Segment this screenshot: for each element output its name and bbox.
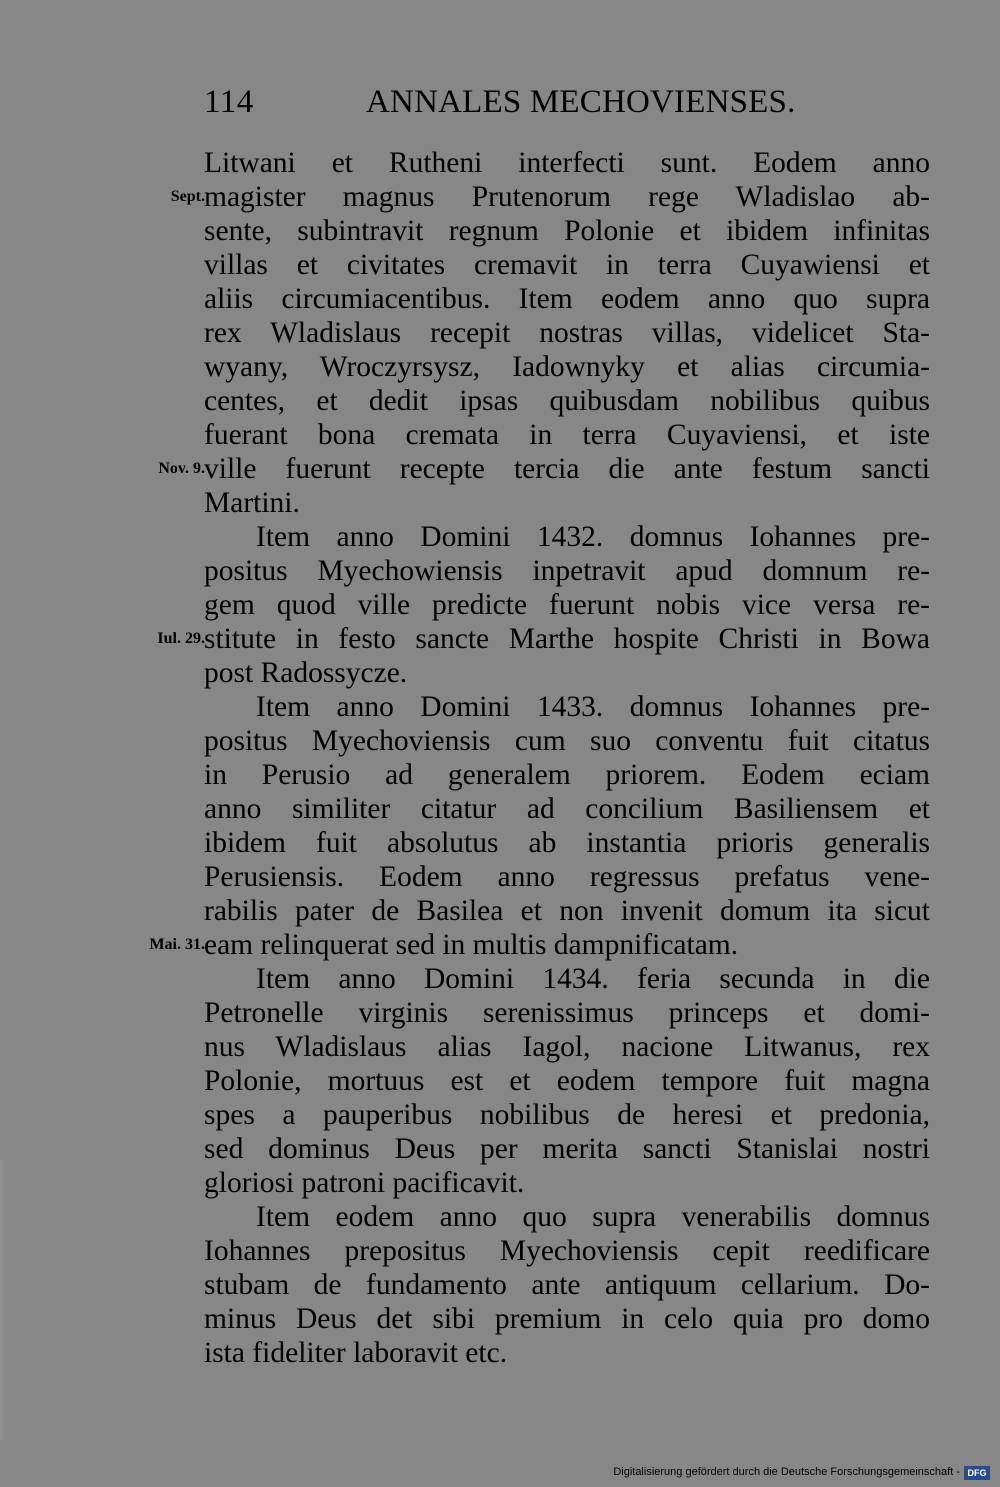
- margin-date-note: Iul. 29.: [157, 630, 205, 647]
- text-line: sente, subintravit regnum Polonie et ibidem infinitas: [204, 215, 930, 247]
- text-line: positus Myechoviensis cum suo conventu fuit citatus: [204, 725, 930, 757]
- text-line: aliis circumiacentibus. Item eodem anno quo supra: [204, 283, 930, 315]
- text-line: villas et civitates cremavit in terra Cuyawiensi et: [204, 249, 930, 281]
- text-line: rabilis pater de Basilea et non invenit domum ita sicut: [204, 895, 930, 927]
- margin-date-note: Nov. 9.: [158, 460, 205, 477]
- margin-date-note: Mai. 31.: [149, 936, 205, 953]
- text-line: positus Myechowiensis inpetravit apud domnum re-: [204, 555, 930, 587]
- text-line: fuerant bona cremata in terra Cuyaviensi, et iste: [204, 419, 930, 451]
- text-line: Item anno Domini 1432. domnus Iohannes pre-: [256, 521, 930, 553]
- text-line: Item eodem anno quo supra venerabilis domnus: [256, 1201, 930, 1233]
- text-line: eam relinquerat sed in multis dampnificatam.: [204, 929, 739, 961]
- text-line: Item anno Domini 1434. feria secunda in die: [256, 963, 930, 995]
- text-line: minus Deus det sibi premium in celo quia pro domo: [204, 1303, 930, 1335]
- text-line: Martini.: [204, 487, 300, 519]
- running-header: [204, 84, 934, 134]
- text-line: wyany, Wroczyrsysz, Iadownyky et alias circumia-: [204, 351, 930, 383]
- text-line: Perusiensis. Eodem anno regressus prefatus vene-: [204, 861, 930, 893]
- text-line: anno similiter citatur ad concilium Basiliensem et: [204, 793, 930, 825]
- text-line: rex Wladislaus recepit nostras villas, videlicet Sta-: [204, 317, 930, 349]
- text-line: gem quod ville predicte fuerunt nobis vice versa re-: [204, 589, 930, 621]
- dfg-logo: DFG: [964, 1466, 990, 1480]
- text-line: ville fuerunt recepte tercia die ante festum sancti: [204, 453, 930, 485]
- text-line: post Radossycze.: [204, 657, 408, 689]
- text-line: spes a pauperibus nobilibus de heresi et predonia,: [204, 1099, 930, 1131]
- text-line: centes, et dedit ipsas quibusdam nobilibus quibus: [204, 385, 930, 417]
- text-line: Item anno Domini 1433. domnus Iohannes pre-: [256, 691, 930, 723]
- text-line: magister magnus Prutenorum rege Wladislao ab-: [204, 181, 930, 213]
- page-number: 114: [204, 84, 254, 120]
- margin-date-note: Sept.: [170, 188, 205, 205]
- digitization-credit: Digitalisierung gefördert durch die Deutsche Forschungsgemeinschaft -: [613, 1466, 960, 1478]
- text-line: Iohannes prepositus Myechoviensis cepit reedificare: [204, 1235, 930, 1267]
- text-line: in Perusio ad generalem priorem. Eodem eciam: [204, 759, 930, 791]
- text-line: nus Wladislaus alias Iagol, nacione Litwanus, rex: [204, 1031, 930, 1063]
- text-line: stubam de fundamento ante antiquum cellarium. Do-: [204, 1269, 930, 1301]
- text-line: Polonie, mortuus est et eodem tempore fuit magna: [204, 1065, 930, 1097]
- scan-edge-shadow: [0, 1160, 6, 1440]
- text-line: sed dominus Deus per merita sancti Stanislai nostri: [204, 1133, 930, 1165]
- text-line: ibidem fuit absolutus ab instantia prioris generalis: [204, 827, 930, 859]
- running-title: ANNALES MECHOVIENSES.: [366, 84, 796, 120]
- text-line: gloriosi patroni pacificavit.: [204, 1167, 525, 1199]
- text-line: ista fideliter laboravit etc.: [204, 1337, 508, 1369]
- text-line: Litwani et Rutheni interfecti sunt. Eodem anno: [204, 147, 930, 179]
- text-line: stitute in festo sancte Marthe hospite Christi in Bowa: [204, 623, 930, 655]
- text-line: Petronelle virginis serenissimus princeps et domi-: [204, 997, 930, 1029]
